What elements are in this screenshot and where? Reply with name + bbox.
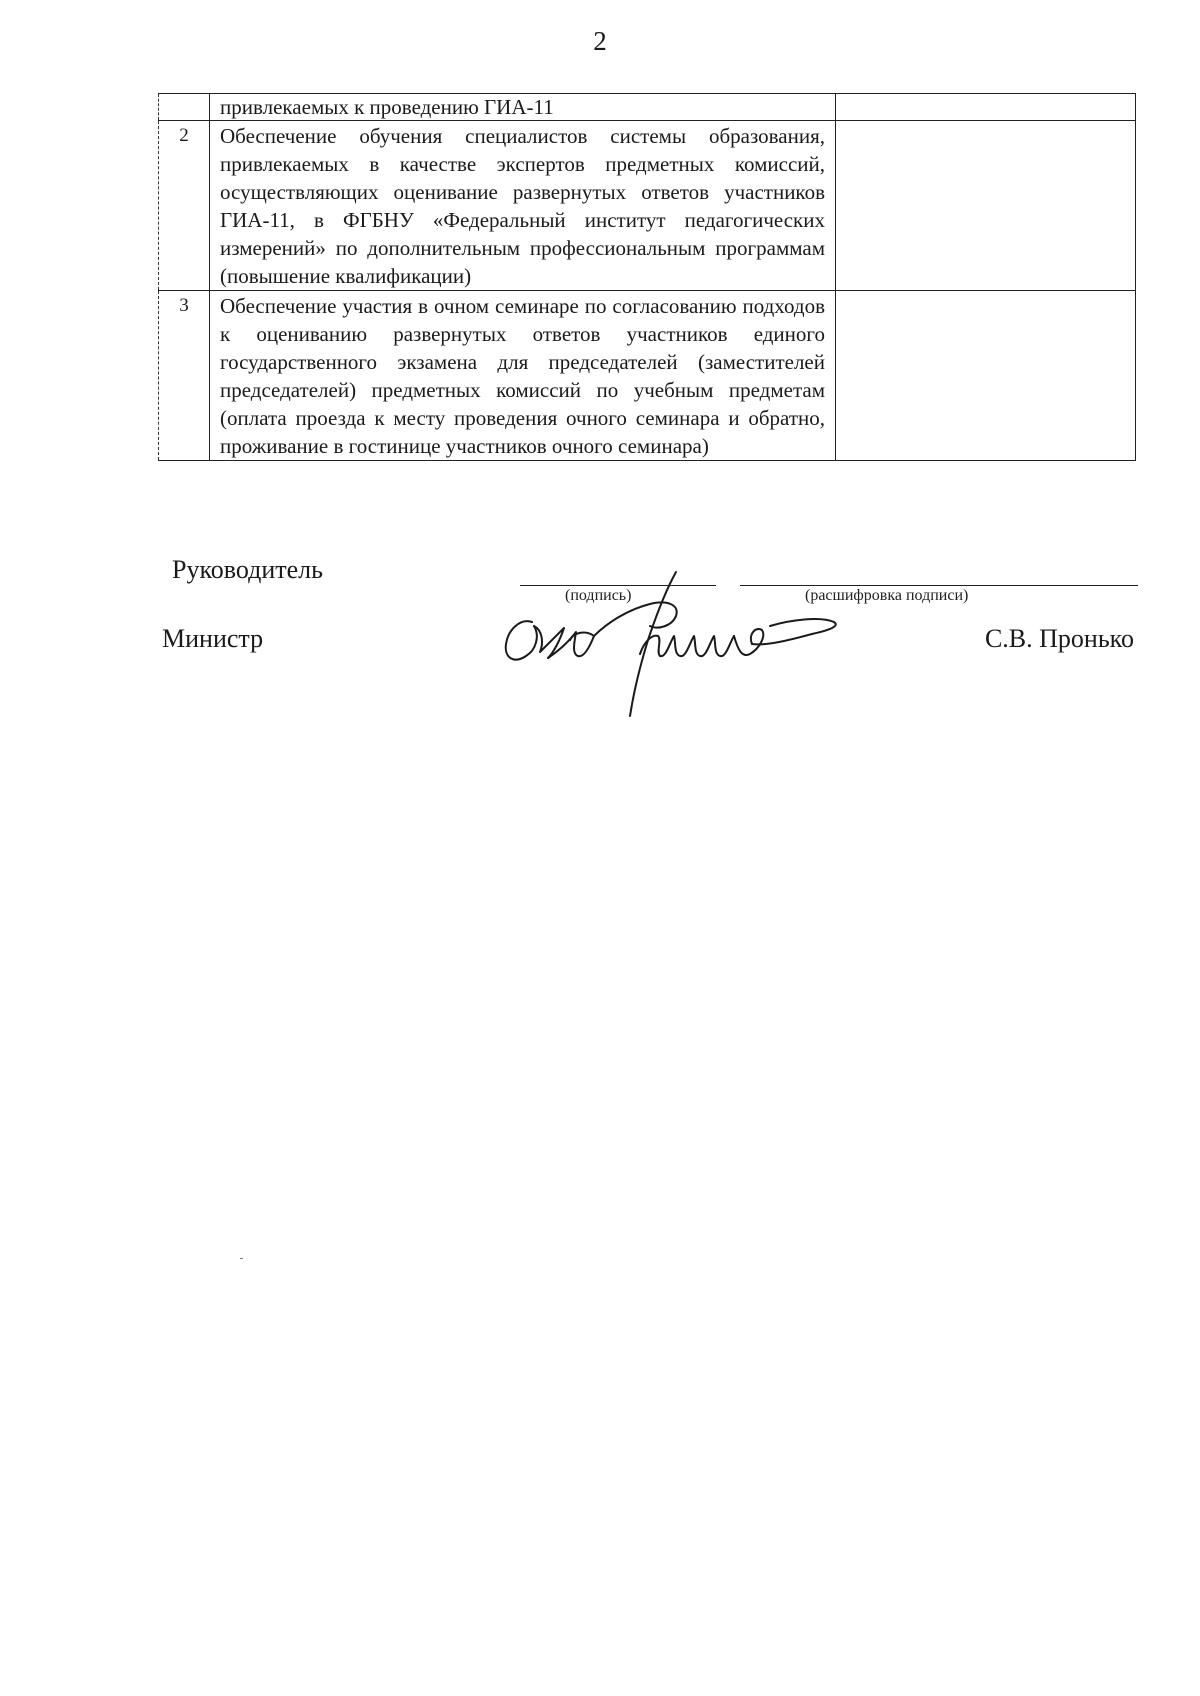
- table-row: [159, 291, 1136, 461]
- row-description: Обеспечение участия в очном семинаре по согласованию подходов к оцениванию развернутых ответов участников единого государственного экзамена для председателей (заместителей председателей) предметных комиссий по учебным предметам (оплата проезда к месту проведения очного семинара и обратно, проживание в гостинице участников очного семинара): [210, 291, 836, 461]
- activities-table: [158, 93, 1136, 461]
- handwritten-signature: [490, 570, 850, 720]
- scan-speck: [240, 1258, 243, 1259]
- row-extra-cell: [836, 121, 1136, 291]
- row-number: 2: [159, 121, 210, 291]
- row-description: Обеспечение обучения специалистов системы образования, привлекаемых в качестве экспертов предметных комиссий, осуществляющих оценивание развернутых ответов участников ГИА-11, в ФГБНУ «Федеральный институт педагогических измерений» по дополнительным профессиональным программам (повышение квалификации): [210, 121, 836, 291]
- row-number: 3: [159, 291, 210, 461]
- page-number: 2: [593, 26, 607, 56]
- signer-name: С.В. Пронько: [984, 624, 1134, 653]
- row-extra-cell: [836, 291, 1136, 461]
- signature-decoding-caption: (расшифровка подписи): [805, 587, 969, 604]
- head-label: Руководитель: [172, 555, 323, 584]
- row-description: привлекаемых к проведению ГИА-11: [210, 94, 836, 121]
- table-row: [159, 121, 1136, 291]
- row-extra-cell: [836, 94, 1136, 121]
- table-row: [159, 94, 1136, 121]
- signature-caption: (подпись): [565, 587, 632, 604]
- position-label: Министр: [162, 624, 264, 653]
- row-number: [159, 94, 210, 121]
